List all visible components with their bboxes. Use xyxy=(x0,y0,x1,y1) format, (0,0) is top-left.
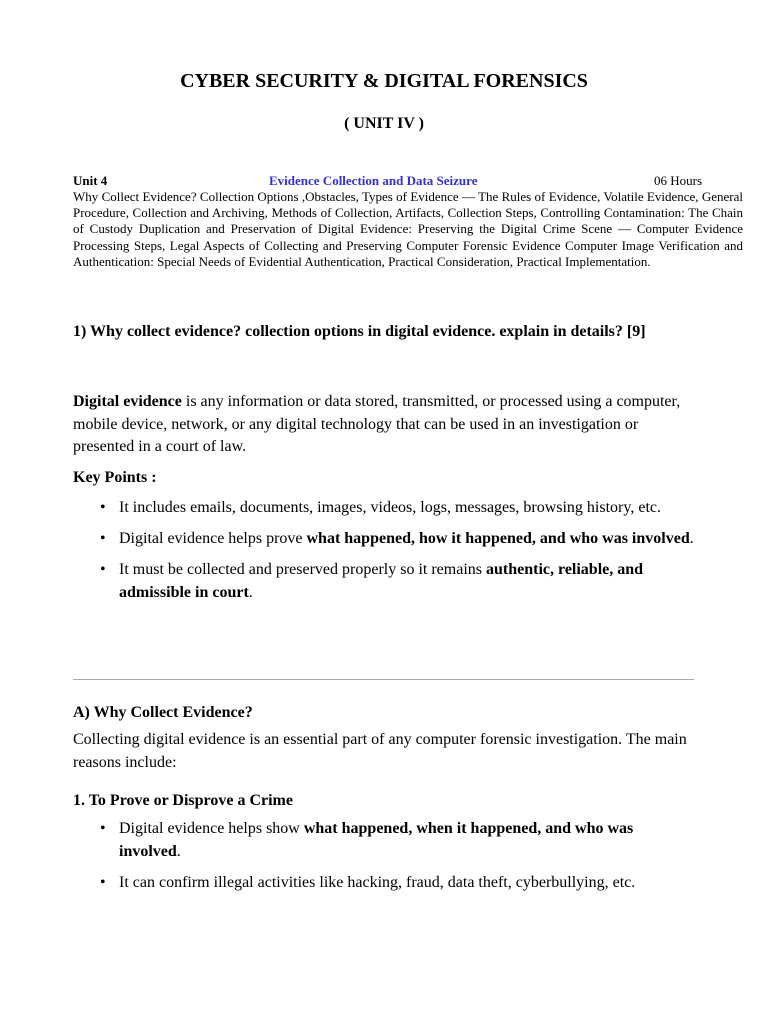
unit-subtitle: ( UNIT IV ) xyxy=(344,115,424,132)
section-a-list xyxy=(73,818,698,903)
definition-text: is any information or data stored, transmitted, or processed using a computer, mobile device, network, or any digital technology that can be used in an investigation or presented in a court of law. xyxy=(73,393,681,455)
list-item: • Digital evidence helps prove what happened, how it happened, and who was involved. xyxy=(73,528,698,551)
key-points-list xyxy=(73,497,698,613)
subsection-heading: 1. To Prove or Disprove a Crime xyxy=(73,792,293,809)
key-points-heading: Key Points : xyxy=(73,469,157,486)
section-a-heading: A) Why Collect Evidence? xyxy=(73,704,253,721)
list-item: • It can confirm illegal activities like hacking, fraud, data theft, cyberbullying, etc. xyxy=(73,872,698,895)
definition-term: Digital evidence xyxy=(73,393,182,410)
list-item: • Digital evidence helps show what happened, when it happened, and who was involved. xyxy=(73,818,698,863)
section-divider xyxy=(73,679,694,680)
unit-label: Unit 4 xyxy=(73,173,108,188)
list-item: • It must be collected and preserved properly so it remains authentic, reliable, and admissible in court. xyxy=(73,559,698,604)
section-a-intro: Collecting digital evidence is an essential part of any computer forensic investigation. The main reasons include: xyxy=(73,731,687,771)
unit-topic: Evidence Collection and Data Seizure xyxy=(269,173,478,188)
unit-hours: 06 Hours xyxy=(654,173,703,188)
question-heading: 1) Why collect evidence? collection options in digital evidence. explain in details? [9] xyxy=(73,323,646,340)
definition-paragraph xyxy=(73,391,698,459)
document-title: CYBER SECURITY & DIGITAL FORENSICS xyxy=(180,70,588,92)
unit-info-row xyxy=(73,172,739,190)
list-item: • It includes emails, documents, images, videos, logs, messages, browsing history, etc. xyxy=(73,497,698,520)
syllabus-text: Why Collect Evidence? Collection Options ,Obstacles, Types of Evidence — The Rules of Evidence, Volatile Evidence, General Procedure, Collection and Archiving, Methods of Collection, Artifacts, Collection Steps, Controlling Contamination: The Chain of Custody Duplication and Preservation of Digital Evidence: Preserving the Digital Crime Scene — Computer Evidence Processing Steps, Legal Aspects of Collecting and Preserving Computer Forensic Evidence Computer Image Verification and Authentication: Special Needs of Evidential Authentication, Practical Consideration, Practical Implementation. xyxy=(73,189,743,269)
